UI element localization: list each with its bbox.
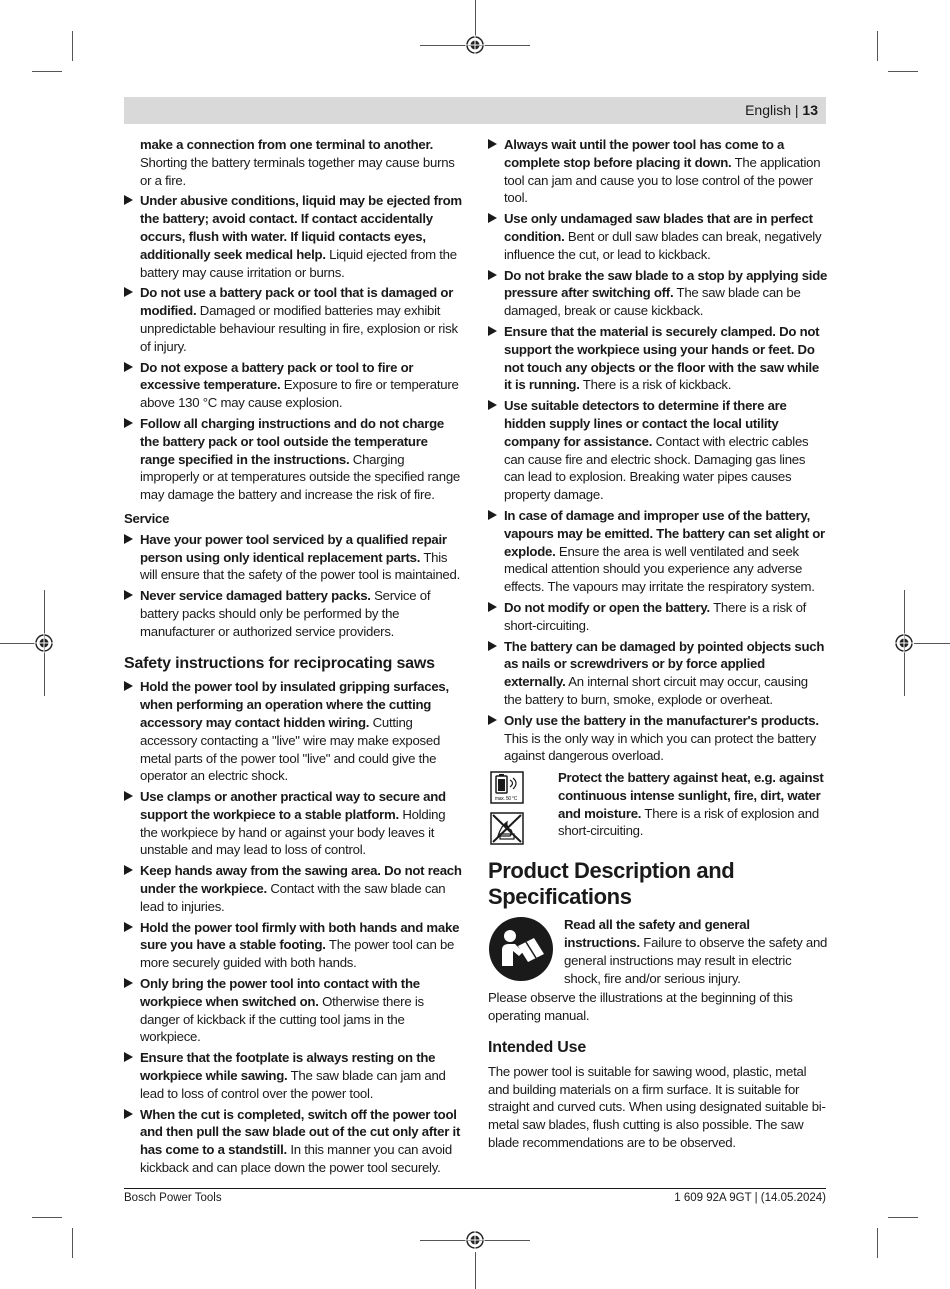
crop-mark bbox=[32, 71, 62, 72]
continuation-paragraph: make a connection from one terminal to another. Shorting the battery terminals together may cause burns or a fire. bbox=[140, 137, 455, 188]
right-column bbox=[488, 136, 828, 1155]
saws-heading: Safety instructions for reciprocating saws bbox=[124, 654, 435, 672]
bullet-item: In case of damage and improper use of the battery, vapours may be emitted. The battery can set alight or explode. Ensure the area is well ventilated and seek medical attention should you experience any adverse effects. The vapours may irritate the respiratory system. bbox=[488, 507, 828, 596]
bullet-arrow-icon bbox=[124, 362, 133, 372]
registration-mark-icon bbox=[34, 633, 54, 653]
bullet-item: Use clamps or another practical way to secure and support the workpiece to a stable platform. Holding the workpiece by hand or against your body leaves it unstable and may lead to loss of control. bbox=[124, 788, 462, 859]
bullet-arrow-icon bbox=[488, 641, 497, 651]
crop-mark bbox=[888, 1217, 918, 1218]
footer-publisher: Bosch Power Tools bbox=[124, 1192, 222, 1204]
crop-mark bbox=[914, 643, 950, 644]
read-all-text: Failure to observe the safety and general instructions may result in electric shock, fire and/or serious injury. bbox=[564, 935, 828, 986]
bullet-item: Always wait until the power tool has come to a complete stop before placing it down. The application tool can jam and cause you to lose control of the power tool. bbox=[488, 136, 828, 207]
header-separator: | bbox=[794, 102, 799, 118]
bullet-item: Have your power tool serviced by a qualified repair person using only identical replacement parts. This will ensure that the safety of the power tool is maintained. bbox=[124, 531, 462, 584]
header-language: English bbox=[745, 102, 791, 118]
bullet-item: Ensure that the material is securely clamped. Do not support the workpiece using your hands or feet. Do not touch any objects or the floor with the saw while it is running. There is a risk of kickback. bbox=[488, 323, 828, 394]
battery-temperature-icon bbox=[490, 771, 524, 804]
bullet-item: Follow all charging instructions and do not charge the battery pack or tool outside the temperature range specified in the instructions. Charging improperly or at temperatures outside the specified range may damage the battery and increase the risk of fire. bbox=[124, 415, 462, 504]
bullet-arrow-icon bbox=[488, 326, 497, 336]
heat-warning-text: There is a risk of explosion and short-circuiting. bbox=[558, 805, 819, 839]
bullet-arrow-icon bbox=[124, 534, 133, 544]
bullet-arrow-icon bbox=[124, 791, 133, 801]
bullet-item: When the cut is completed, switch off the power tool and then pull the saw blade out of the cut only after it has come to a standstill. In this manner you can avoid kickback and can place down the power tool securely. bbox=[124, 1106, 462, 1177]
page-number: 13 bbox=[802, 102, 818, 118]
bullet-arrow-icon bbox=[124, 978, 133, 988]
crop-mark bbox=[475, 1252, 476, 1289]
read-instructions bbox=[488, 916, 828, 987]
bullet-arrow-icon bbox=[488, 602, 497, 612]
bullet-arrow-icon bbox=[488, 510, 497, 520]
read-all-bold: Read all the safety and general instructions. bbox=[564, 917, 750, 951]
bullet-arrow-icon bbox=[488, 270, 497, 280]
bullet-item: The battery can be damaged by pointed objects such as nails or screwdrivers or by force applied externally. An internal short circuit may occur, causing the battery to burn, smoke, explode or overheat. bbox=[488, 638, 828, 709]
bullet-arrow-icon bbox=[488, 715, 497, 725]
bullet-item: Use suitable detectors to determine if there are hidden supply lines or contact the local utility company for assistance. Contact with electric cables can cause fire and electric shock. Damaging gas lines can lead to explosion. Breaking water pipes causes property damage. bbox=[488, 397, 828, 504]
bullet-arrow-icon bbox=[488, 213, 497, 223]
bullet-arrow-icon bbox=[124, 865, 133, 875]
product-description-heading: Product Description and Specifications bbox=[488, 858, 735, 910]
crop-mark bbox=[475, 0, 476, 36]
bullet-item: Do not modify or open the battery. There is a risk of short-circuiting. bbox=[488, 599, 828, 635]
bullet-arrow-icon bbox=[488, 139, 497, 149]
svg-text:max. 50 °C: max. 50 °C bbox=[494, 796, 518, 803]
service-heading: Service bbox=[124, 510, 170, 526]
heat-warning-icons bbox=[490, 771, 524, 845]
bullet-arrow-icon bbox=[124, 681, 133, 691]
bullet-item: Only bring the power tool into contact with the workpiece when switched on. Otherwise there is danger of kickback if the cutting tool jams in the workpiece. bbox=[124, 975, 462, 1046]
left-column bbox=[124, 136, 462, 1180]
footer-rule bbox=[124, 1188, 826, 1189]
bullet-arrow-icon bbox=[488, 400, 497, 410]
bullet-item: Only use the battery in the manufacturer's products. This is the only way in which you can protect the battery against dangerous overload. bbox=[488, 712, 828, 765]
bullet-arrow-icon bbox=[124, 922, 133, 932]
registration-mark-icon bbox=[465, 1230, 485, 1250]
bullet-item: Hold the power tool by insulated gripping surfaces, when performing an operation where the cutting accessory may contact hidden wiring. Cutting accessory contacting a "live" wire may make exposed metal parts of the power tool "live" and could give the operator an electric shock. bbox=[124, 678, 462, 785]
bullet-item: Do not use a battery pack or tool that is damaged or modified. Damaged or modified batteries may exhibit unpredictable behaviour resulting in fire, explosion or risk of injury. bbox=[124, 284, 462, 355]
registration-mark-icon bbox=[465, 35, 485, 55]
read-manual-icon bbox=[488, 916, 554, 982]
illustrations-note: Please observe the illustrations at the beginning of this operating manual. bbox=[488, 990, 793, 1024]
bullet-item: Never service damaged battery packs. Service of battery packs should only be performed by the manufacturer or authorized service providers. bbox=[124, 587, 462, 640]
bullet-arrow-icon bbox=[124, 1052, 133, 1062]
header-text bbox=[745, 102, 818, 118]
bullet-arrow-icon bbox=[124, 418, 133, 428]
bullet-arrow-icon bbox=[124, 590, 133, 600]
bullet-arrow-icon bbox=[124, 1109, 133, 1119]
bullet-item: Do not brake the saw blade to a stop by applying side pressure after switching off. The saw blade can be damaged, break or cause kickback. bbox=[488, 267, 828, 320]
bullet-item: Under abusive conditions, liquid may be ejected from the battery; avoid contact. If contact accidentally occurs, flush with water. If liquid contacts eyes, additionally seek medical help. Liquid ejected from the battery may cause irritation or burns. bbox=[124, 192, 462, 281]
intended-use-text: The power tool is suitable for sawing wood, plastic, metal and building materials on a firm surface. It is suitable for straight and curved cuts. When using designated suitable bi-metal saw blades, flush cutting is also possible. The saw blade recommendations are to be observed. bbox=[488, 1063, 826, 1151]
crop-mark bbox=[72, 31, 73, 61]
bullet-item: Use only undamaged saw blades that are in perfect condition. Bent or dull saw blades can break, negatively influence the cut, or lead to kickback. bbox=[488, 210, 828, 263]
heat-warning-bold: Protect the battery against heat, e.g. against continuous intense sunlight, fire, dirt, water and moisture. bbox=[558, 770, 824, 821]
crop-mark bbox=[877, 31, 878, 61]
crop-mark bbox=[72, 1228, 73, 1258]
crop-mark bbox=[877, 1228, 878, 1258]
bullet-arrow-icon bbox=[124, 195, 133, 205]
bullet-item: Do not expose a battery pack or tool to fire or excessive temperature. Exposure to fire or temperature above 130 °C may cause explosion. bbox=[124, 359, 462, 412]
intended-use-heading: Intended Use bbox=[488, 1039, 587, 1057]
bullet-item: Hold the power tool firmly with both hands and make sure you have a stable footing. The power tool can be more securely guided with both hands. bbox=[124, 919, 462, 972]
heat-warning bbox=[488, 769, 828, 840]
registration-mark-icon bbox=[894, 633, 914, 653]
crop-mark bbox=[888, 71, 918, 72]
crop-mark bbox=[32, 1217, 62, 1218]
no-water-fire-icon bbox=[490, 812, 524, 845]
page-header bbox=[124, 97, 826, 124]
footer-document-id: 1 609 92A 9GT | (14.05.2024) bbox=[674, 1192, 826, 1204]
bullet-arrow-icon bbox=[124, 287, 133, 297]
crop-mark bbox=[0, 643, 36, 644]
bullet-item: Ensure that the footplate is always resting on the workpiece while sawing. The saw blade can jam and lead to loss of control over the power tool. bbox=[124, 1049, 462, 1102]
bullet-item: Keep hands away from the sawing area. Do not reach under the workpiece. Contact with the saw blade can lead to injuries. bbox=[124, 862, 462, 915]
